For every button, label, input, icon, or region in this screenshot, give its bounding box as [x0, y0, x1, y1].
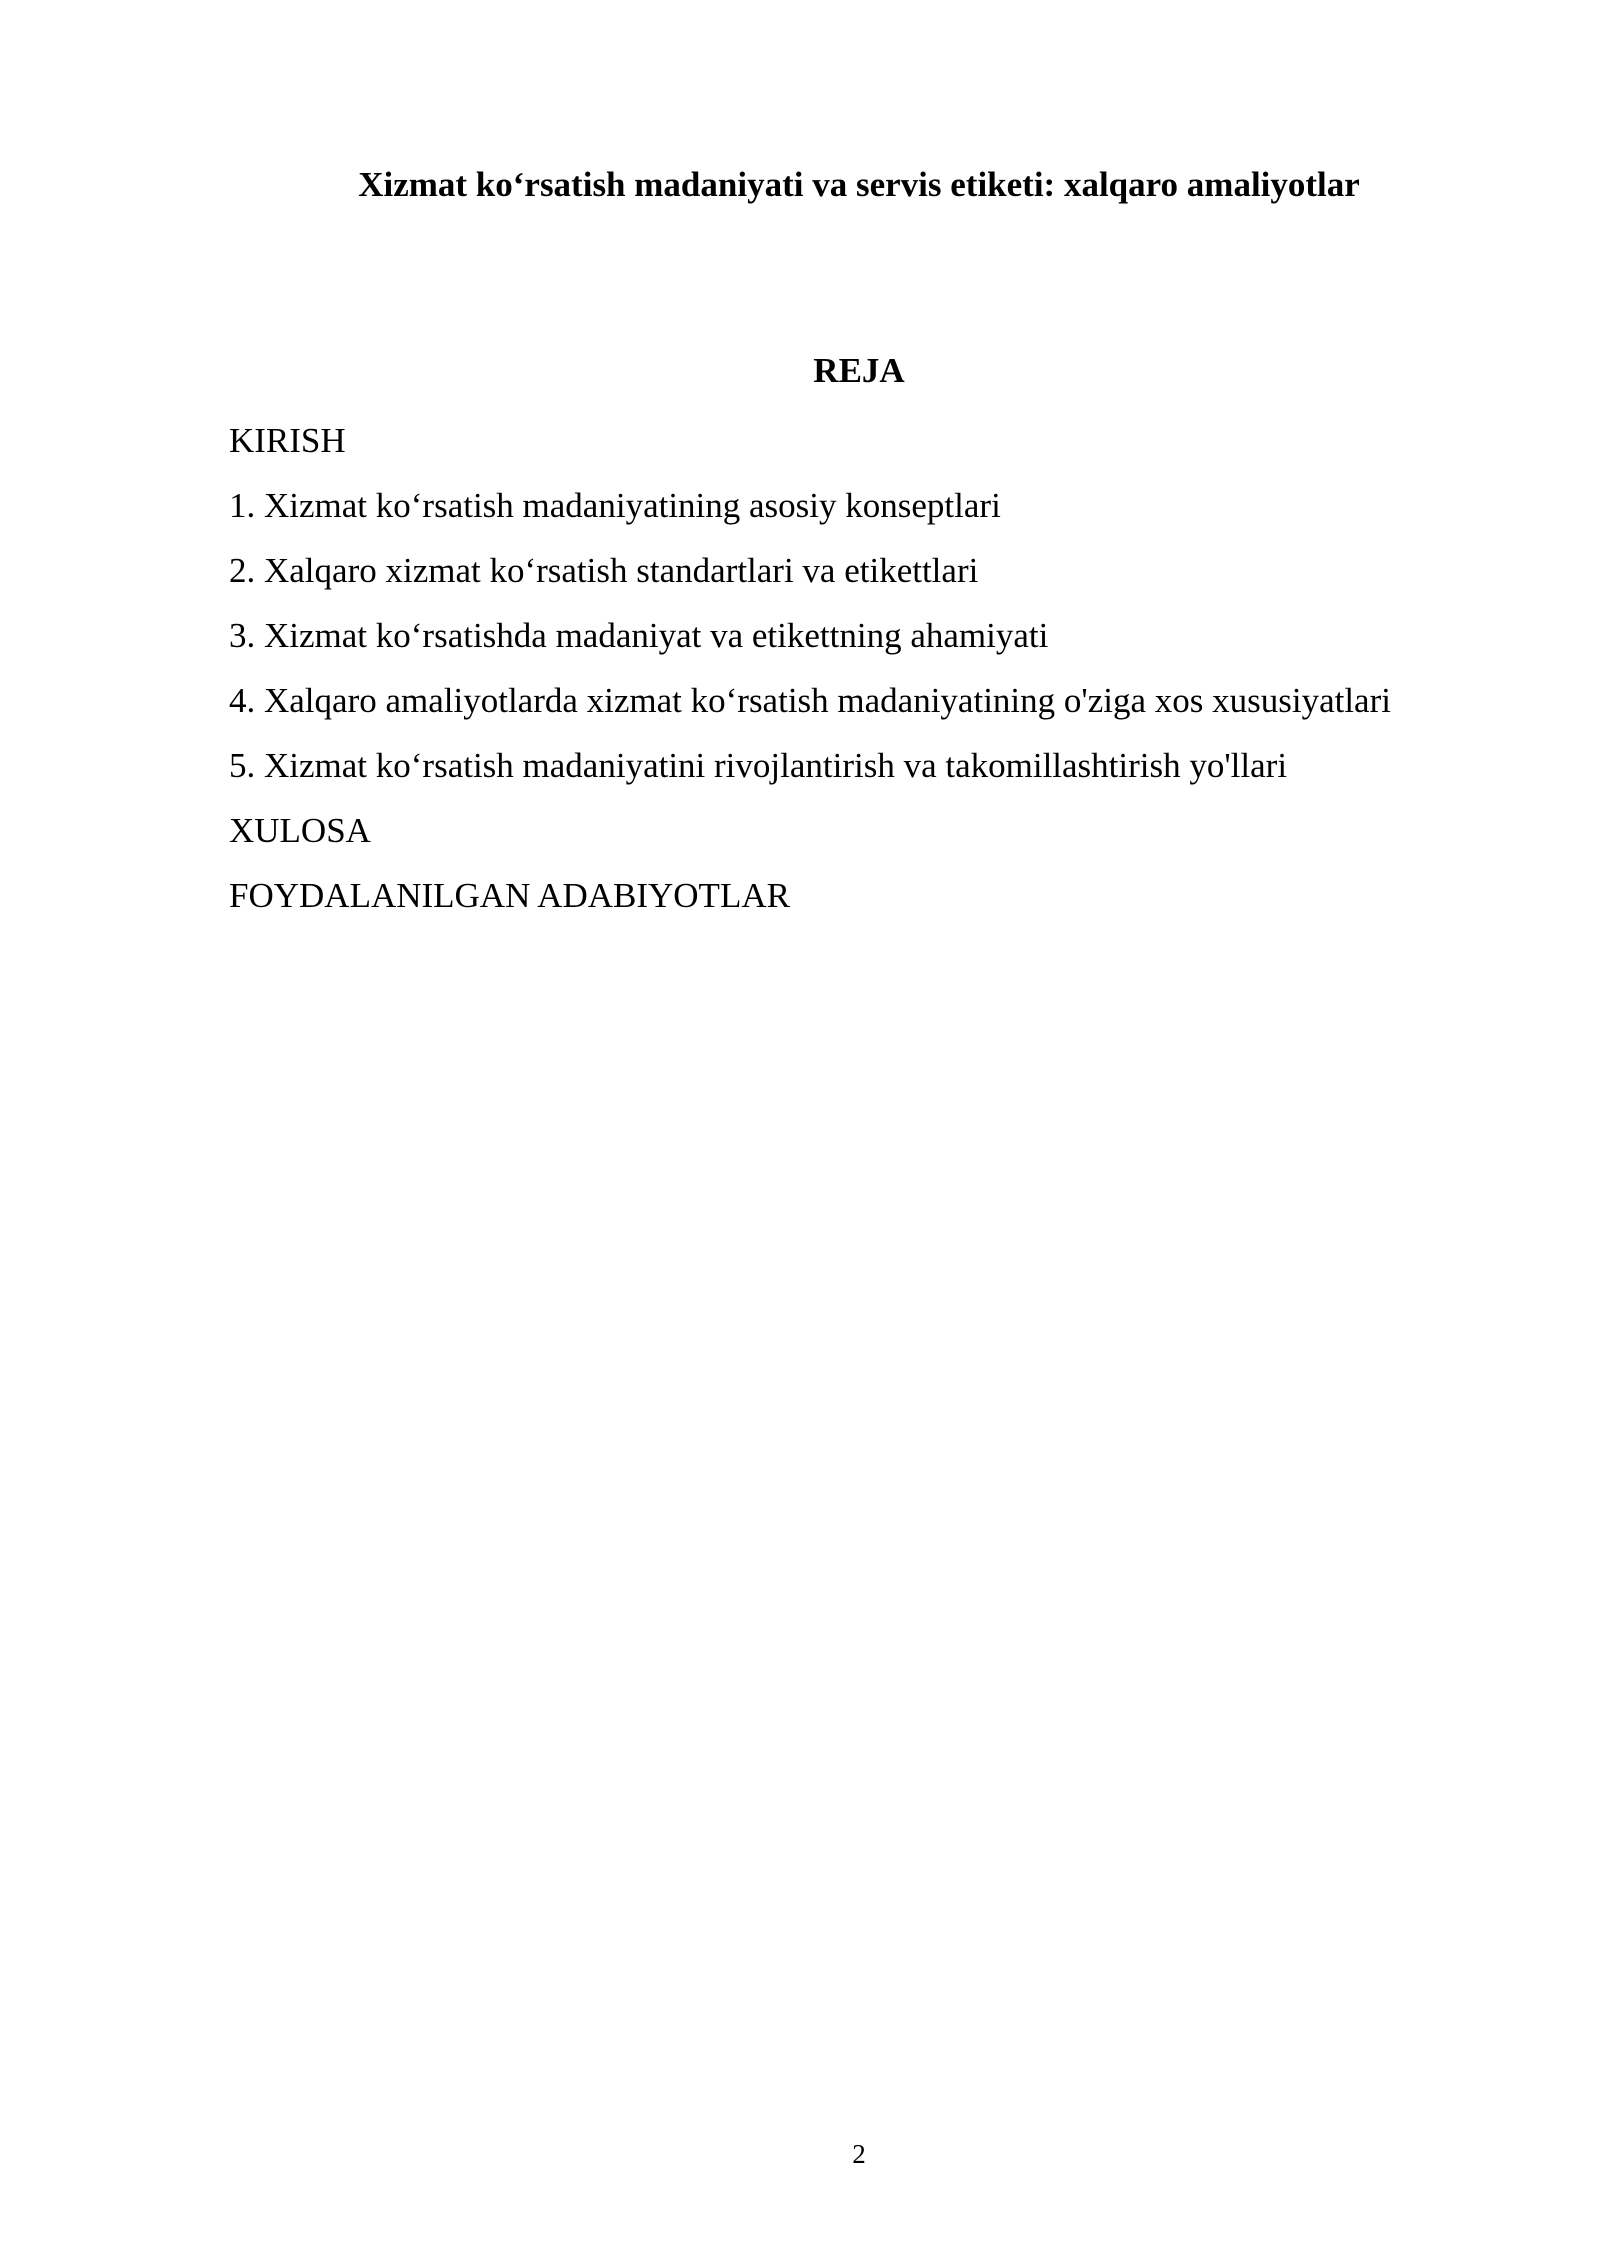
plan-item-introduction: KIRISH: [229, 421, 346, 460]
plan-item-3: 3. Xizmat ko‘rsatishda madaniyat va etikettning ahamiyati: [229, 616, 1049, 655]
page-number: 2: [852, 2139, 866, 2169]
plan-list: [229, 418, 1391, 938]
plan-heading: REJA: [813, 351, 905, 390]
plan-item-5: 5. Xizmat ko‘rsatish madaniyatini rivojlantirish va takomillashtirish yo'llari: [229, 746, 1288, 785]
plan-item-2: 2. Xalqaro xizmat ko‘rsatish standartlari va etikettlari: [229, 551, 979, 590]
plan-item-1: 1. Xizmat ko‘rsatish madaniyatining asosiy konseptlari: [229, 486, 1001, 525]
plan-item-conclusion: XULOSA: [229, 811, 371, 850]
plan-item-references: FOYDALANILGAN ADABIYOTLAR: [229, 876, 790, 915]
document-title: Xizmat ko‘rsatish madaniyati va servis etiketi: xalqaro amaliyotlar: [358, 165, 1360, 204]
plan-item-4: 4. Xalqaro amaliyotlarda xizmat ko‘rsatish madaniyatining o'ziga xos xususiyatlari: [229, 681, 1391, 720]
